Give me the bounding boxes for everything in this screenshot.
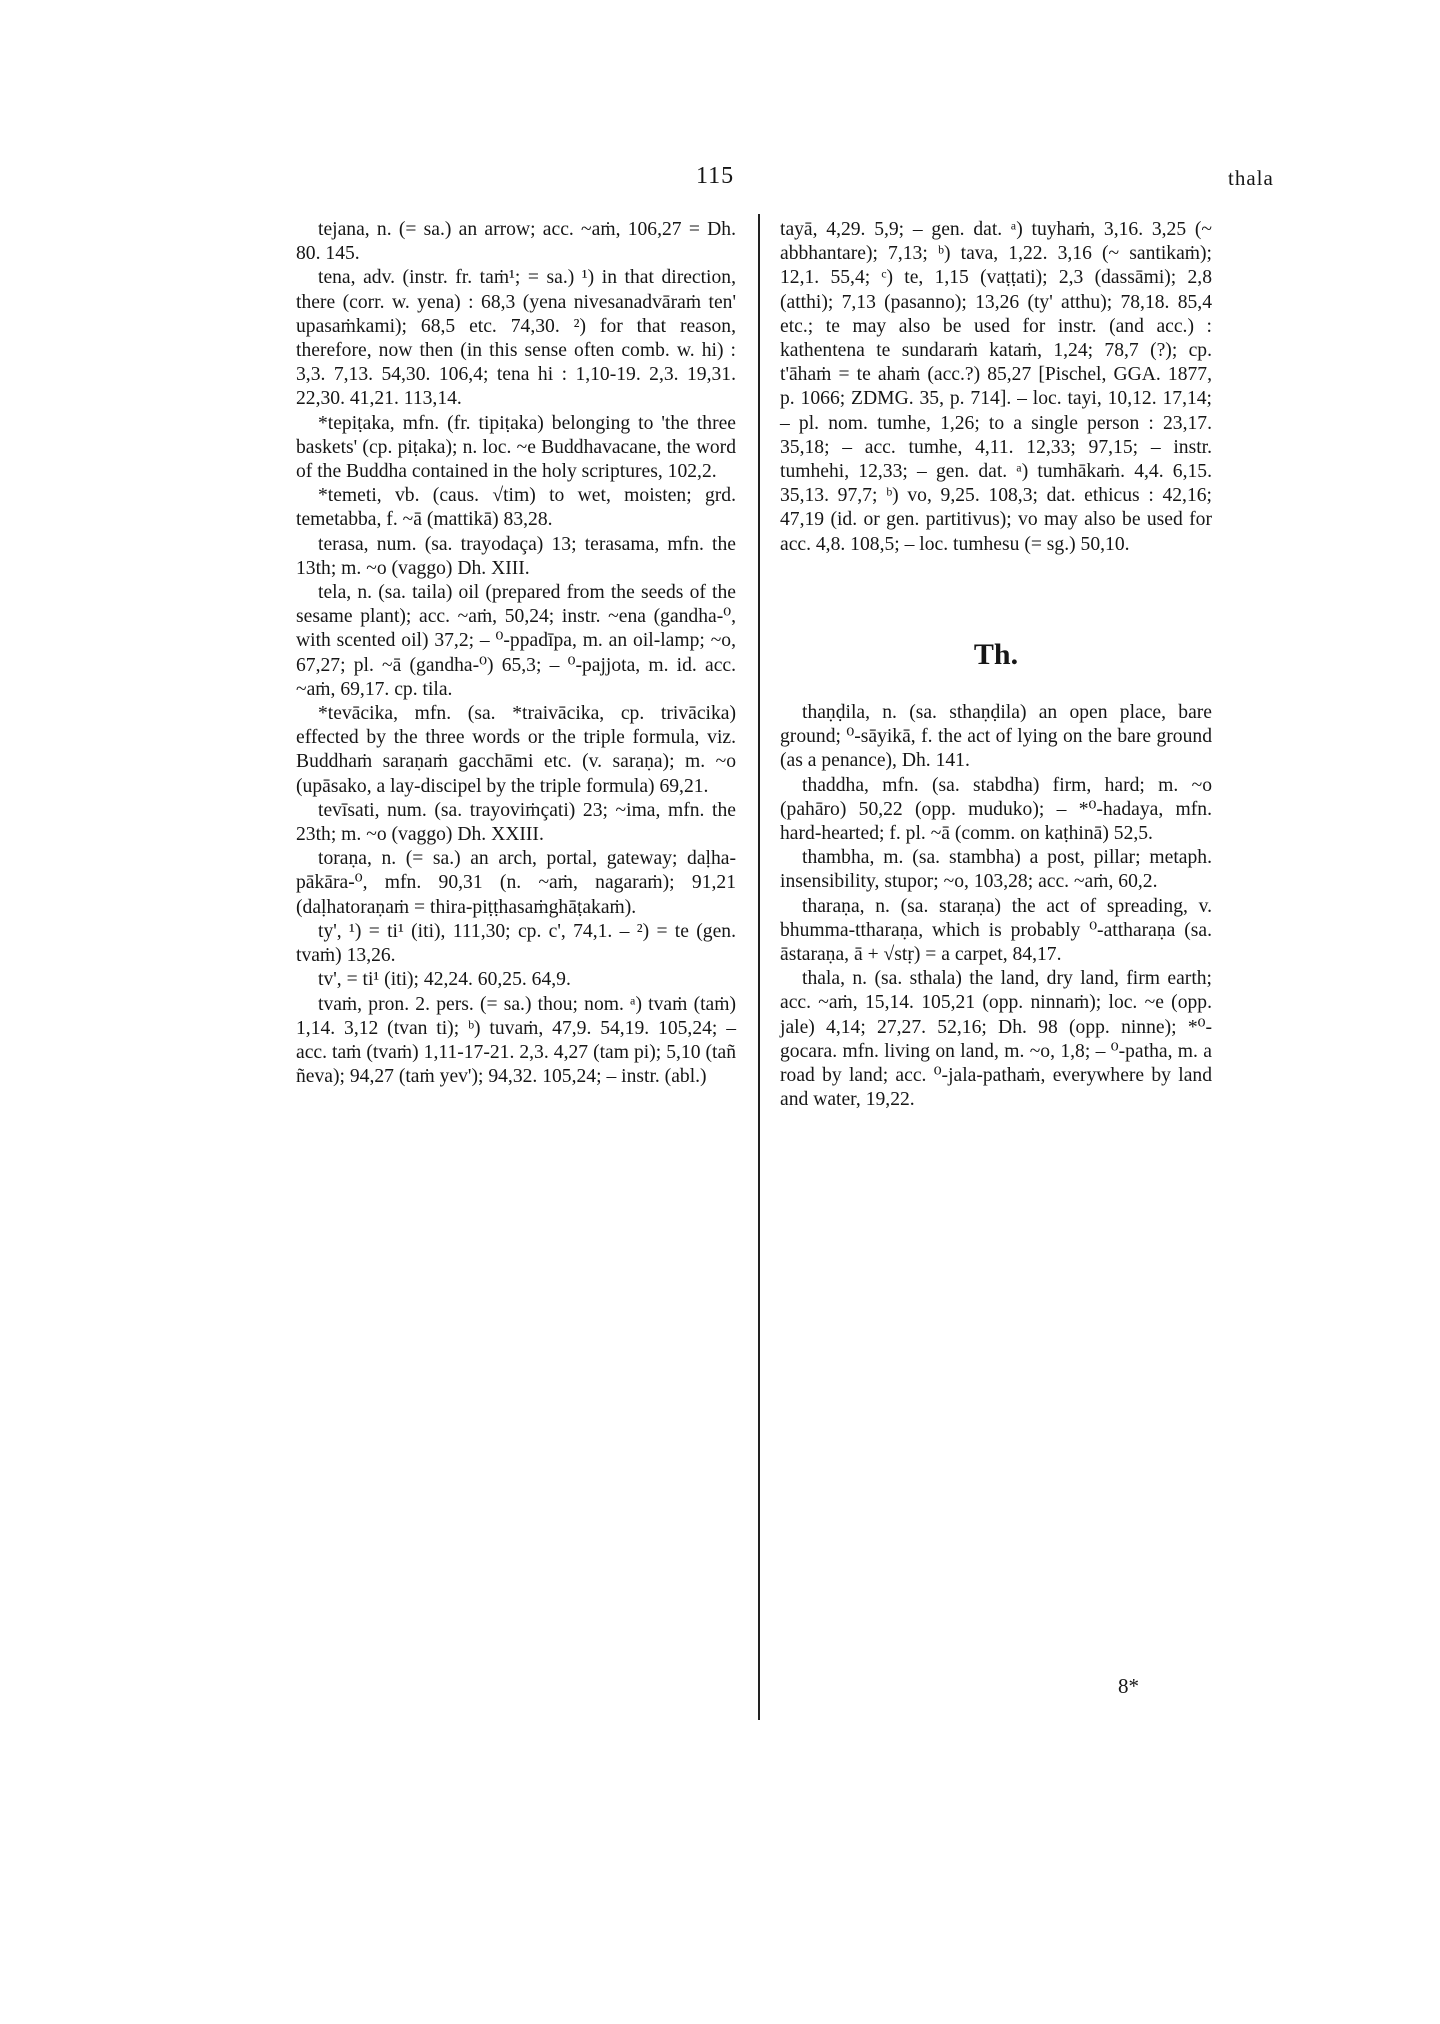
page-number: 115 — [696, 163, 735, 189]
running-head: thala — [1228, 166, 1274, 190]
entry-thandila: thaṇḍila, n. (sa. sthaṇḍila) an open place, bare ground; ⁰-sāyikā, f. the act of lying on the bare ground (as a penance), Dh. 141. — [780, 702, 1212, 772]
entry-thambha: thambha, m. (sa. stambha) a post, pillar; metaph. insensibility, stupor; ~o, 103,28; acc. ~aṁ, 60,2. — [780, 847, 1212, 893]
entry-tejana: tejana, n. (= sa.) an arrow; acc. ~aṁ, 106,27 = Dh. 80. 145. — [296, 219, 736, 265]
column-divider — [758, 214, 760, 1720]
entry-tena: tena, adv. (instr. fr. taṁ¹; = sa.) ¹) in that direction, there (corr. w. yena) : 68,3 (yena nivesanadvāraṁ ten' upasaṁkami); 68,5 etc. 74,30. ²) for that reason, therefore, now then (in this sense often comb. w. hi) : 3,3. 7,13. 54,30. 106,4; tena hi : 1,10-19. 2,3. 19,31. 22,30. 41,21. 113,14. — [296, 267, 736, 410]
entry-tv: tv', = ti¹ (iti); 42,24. 60,25. 64,9. — [318, 969, 571, 991]
right-column — [780, 218, 1212, 1113]
signature-mark: 8* — [1118, 1674, 1139, 1698]
entry-tela: tela, n. (sa. taila) oil (prepared from the seeds of the sesame plant); acc. ~aṁ, 50,24; instr. ~ena (gandha-⁰, with scented oil) 37,2; – ⁰-ppadīpa, m. an oil-lamp; ~o, 67,27; pl. ~ā (gandha-⁰) 65,3; – ⁰-pajjota, m. id. acc. ~aṁ, 69,17. cp. tila. — [296, 582, 736, 700]
left-column — [296, 218, 736, 1089]
entry-tevisati: tevīsati, num. (sa. trayoviṁçati) 23; ~ima, mfn. the 23th; m. ~o (vaggo) Dh. XXIII. — [296, 799, 736, 846]
entry-tharana: tharaṇa, n. (sa. staraṇa) the act of spreading, v. bhumma-ttharaṇa, which is probably ⁰-attharaṇa (sa. āstaraṇa, ā + √stṛ) = a carpet, 84,17. — [780, 895, 1212, 966]
section-heading: Th. — [973, 637, 1019, 671]
entry-tvam-continued: tayā, 4,29. 5,9; – gen. dat. ᵃ) tuyhaṁ, 3,16. 3,25 (~ abbhantare); 7,13; ᵇ) tava, 1,22. 3,16 (~ santikaṁ); 12,1. 55,4; ᶜ) te, 1,15 (vaṭṭati); 2,3 (dassāmi); 2,8 (atthi); 7,13 (pasanno); 13,26 (ty' atthu); 78,18. 85,4 etc.; te may also be used for instr. (and acc.) : kathentena te sundaraṁ kataṁ, 1,24; 78,7 (?); cp. t'āhaṁ = te ahaṁ (acc.?) 85,27 [Pischel, GGA. 1877, p. 1066; ZDMG. 35, p. 714]. – loc. tayi, 10,12. 17,14; – pl. nom. tumhe, 1,26; to a single person : 23,17. 35,18; – acc. tumhe, 4,11. 12,33; 97,15; – instr. tumhehi, 12,33; – gen. dat. ᵃ) tumhākaṁ. 4,4. 6,15. 35,13. 97,7; ᵇ) vo, 9,25. 108,3; dat. ethicus : 42,16; 47,19 (id. or gen. partitivus); vo may also be used for acc. 4,8. 108,5; – loc. tumhesu (= sg.) 50,10. — [780, 219, 1212, 555]
entry-terasa: terasa, num. (sa. trayodaça) 13; terasama, mfn. the 13th; m. ~o (vaggo) Dh. XIII. — [296, 533, 736, 579]
entry-tepitaka: *tepiṭaka, mfn. (fr. tipiṭaka) belonging to 'the three baskets' (cp. piṭaka); n. loc. ~e Buddhavacane, the word of the Buddha contained in the holy scriptures, 102,2. — [296, 412, 736, 483]
entry-ty: ty', ¹) = ti¹ (iti), 111,30; cp. c', 74,1. – ²) = te (gen. tvaṁ) 13,26. — [296, 920, 736, 967]
entry-torana: toraṇa, n. (= sa.) an arch, portal, gateway; daḷha-pākāra-⁰, mfn. 90,31 (n. ~aṁ, nagaraṁ); 91,21 (daḷhatoraṇaṁ = thira-piṭṭhasaṁghāṭakaṁ). — [296, 848, 736, 918]
entry-tevacika: *tevācika, mfn. (sa. *traivācika, cp. trivācika) effected by the three words or the triple formula, viz. Buddhaṁ saraṇaṁ gacchāmi etc. (v. saraṇa); m. ~o (upāsako, a lay-discipel by the triple formula) 69,21. — [296, 703, 736, 797]
entry-tvam: tvaṁ, pron. 2. pers. (= sa.) thou; nom. ᵃ) tvaṁ (taṁ) 1,14. 3,12 (tvan ti); ᵇ) tuvaṁ, 47,9. 54,19. 105,24; – acc. taṁ (tvaṁ) 1,11-17-21. 2,3. 4,27 (tam pi); 5,10 (tañ ñeva); 94,27 (taṁ yev'); 94,32. 105,24; – instr. (abl.) — [296, 993, 736, 1088]
entry-thala: thala, n. (sa. sthala) the land, dry land, firm earth; acc. ~aṁ, 15,14. 105,21 (opp. ninnaṁ); loc. ~e (opp. jale) 4,14; 27,27. 52,16; Dh. 98 (opp. ninne); *⁰-gocara. mfn. living on land, m. ~o, 1,8; – ⁰-patha, m. a road by land; acc. ⁰-jala-pathaṁ, everywhere by land and water, 19,22. — [780, 968, 1212, 1111]
entry-thaddha: thaddha, mfn. (sa. stabdha) firm, hard; m. ~o (pahāro) 50,22 (opp. muduko); – *⁰-hadaya, mfn. hard-hearted; f. pl. ~ā (comm. on kaṭhinā) 52,5. — [780, 774, 1212, 845]
entry-temeti: *temeti, vb. (caus. √tim) to wet, moisten; grd. temetabba, f. ~ā (mattikā) 83,28. — [296, 485, 736, 531]
